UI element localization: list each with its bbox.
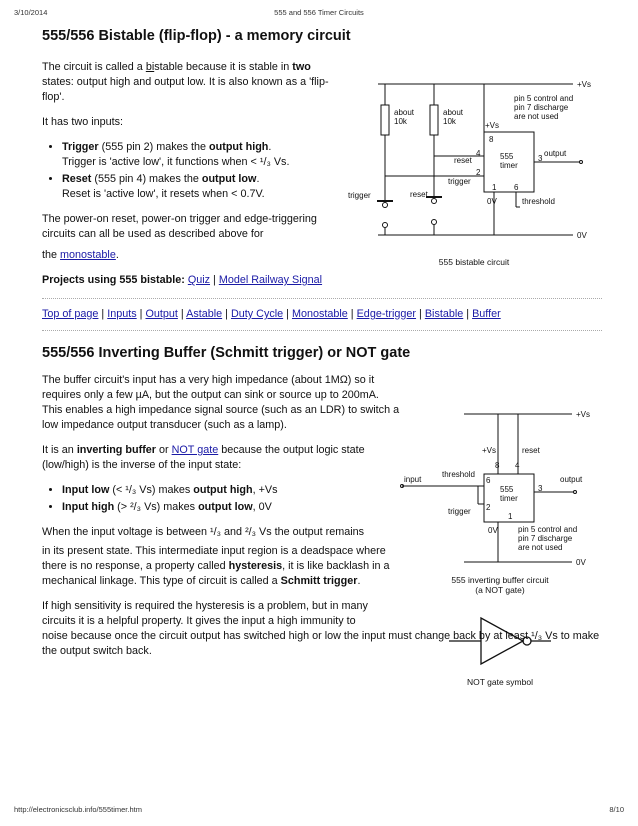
nav-separator: | (283, 308, 292, 320)
nav-separator: | (347, 308, 357, 320)
svg-text:8: 8 (495, 461, 500, 470)
nav-link-astable[interactable]: Astable (186, 308, 223, 320)
buffer-state-list (42, 483, 400, 515)
nav-separator: | (416, 308, 425, 320)
svg-text:6: 6 (514, 183, 519, 192)
svg-text:are not used: are not used (518, 543, 563, 552)
nav-link-duty-cycle[interactable]: Duty Cycle (230, 308, 284, 320)
bistable-input-list (42, 140, 342, 202)
print-header (14, 8, 624, 17)
nav-link-inputs[interactable]: Inputs (107, 308, 137, 320)
svg-text:threshold: threshold (442, 470, 475, 479)
svg-text:2: 2 (476, 168, 481, 177)
svg-text:+Vs: +Vs (577, 80, 592, 89)
svg-text:1: 1 (492, 183, 497, 192)
svg-text:timer: timer (500, 494, 518, 503)
not-gate-caption: NOT gate symbol (467, 677, 533, 687)
list-item: • Trigger (555 pin 2) makes the output high. Trigger is 'active low', it functions when < ¹/₃ Vs. (62, 140, 342, 170)
nav-separator: | (463, 308, 473, 320)
svg-text:+Vs: +Vs (485, 121, 500, 130)
buffer-figure-caption-2: (a NOT gate) (475, 585, 525, 595)
svg-text:10k: 10k (394, 117, 407, 126)
svg-text:input: input (404, 475, 422, 484)
svg-text:trigger: trigger (448, 177, 471, 186)
hysteresis-line-1: When the input voltage is between ¹/₃ and ²/₃ Vs the output remains (42, 526, 365, 538)
print-url: http://electronicsclub.info/555timer.htm (14, 805, 142, 814)
nav-link-output[interactable]: Output (145, 308, 178, 320)
svg-text:0V: 0V (487, 197, 497, 206)
print-page-number: 8/10 (609, 805, 624, 814)
svg-text:trigger: trigger (448, 507, 471, 516)
bistable-circuit-diagram (348, 70, 600, 252)
nav-link-edge-trigger[interactable]: Edge-trigger (356, 308, 417, 320)
svg-text:reset: reset (454, 156, 472, 165)
inputs-intro: It has two inputs: (42, 116, 124, 128)
poweron-text-2: the monostable. (42, 249, 119, 261)
poweron-text: The power-on reset, power-on trigger and edge-triggering circuits can all be used as described above for (42, 213, 317, 240)
list-item: • Input low (< ¹/₃ Vs) makes output high, +Vs (62, 483, 400, 498)
svg-text:pin 7 discharge: pin 7 discharge (518, 534, 573, 543)
svg-text:output: output (560, 475, 583, 484)
not-gate-link[interactable]: NOT gate (171, 444, 219, 456)
svg-text:pin 5 control and: pin 5 control and (514, 94, 574, 103)
quiz-link[interactable]: Quiz (187, 274, 211, 286)
not-gate-figure (445, 610, 555, 690)
section-title-buffer: 555/556 Inverting Buffer (Schmitt trigger) or NOT gate (42, 345, 411, 361)
svg-text:trigger: trigger (348, 191, 371, 200)
print-title: 555 and 556 Timer Circuits (274, 8, 364, 17)
svg-text:4: 4 (476, 149, 481, 158)
section-nav (42, 307, 602, 322)
svg-text:timer: timer (500, 161, 518, 170)
nav-link-monostable[interactable]: Monostable (291, 308, 348, 320)
svg-text:are not used: are not used (514, 112, 559, 121)
projects-line: Projects using 555 bistable: Quiz | Model Railway Signal (42, 274, 323, 286)
model-railway-signal-link[interactable]: Model Railway Signal (218, 274, 323, 286)
nav-separator: | (136, 308, 146, 320)
divider (42, 298, 602, 299)
svg-text:4: 4 (515, 461, 520, 470)
bistable-intro: The circuit is called a bistable because it is stable in two states: output high and output low. It is also known as a 'flip-flop'. (42, 61, 329, 103)
svg-text:10k: 10k (443, 117, 456, 126)
svg-text:reset: reset (410, 190, 428, 199)
nav-link-buffer[interactable]: Buffer (472, 308, 501, 320)
list-item: • Reset (555 pin 4) makes the output low. Reset is 'active low', it resets when < 0.7V. (62, 172, 342, 202)
divider (42, 330, 602, 331)
svg-text:+Vs: +Vs (482, 446, 497, 455)
buffer-inverting: It is an inverting buffer or NOT gate because the output logic state (low/high) is the inverse of the input state: (42, 444, 365, 471)
sensitivity-text-2: noise because once the circuit output has switched high or low the input must change back by at least ¹/₃ Vs to make the output switch back. (42, 630, 600, 657)
monostable-link[interactable]: monostable (60, 249, 116, 261)
nav-link-bistable[interactable]: Bistable (424, 308, 464, 320)
svg-text:output: output (544, 149, 567, 158)
svg-text:about: about (443, 108, 464, 117)
section-title-bistable: 555/556 Bistable (flip-flop) - a memory circuit (42, 28, 351, 44)
svg-text:0V: 0V (488, 526, 498, 535)
print-footer (14, 805, 624, 814)
svg-text:3: 3 (538, 484, 543, 493)
svg-text:2: 2 (486, 503, 491, 512)
svg-text:reset: reset (522, 446, 540, 455)
svg-text:0V: 0V (576, 558, 586, 567)
svg-text:3: 3 (538, 154, 543, 163)
buffer-figure-caption-1: 555 inverting buffer circuit (451, 575, 549, 585)
sensitivity-text: If high sensitivity is required the hysteresis is a problem, but in many circuits it is a helpful property. It gives the input a high immunity to (42, 600, 368, 627)
svg-text:555: 555 (500, 152, 514, 161)
buffer-circuit-diagram (400, 402, 600, 570)
svg-text:pin 5 control and: pin 5 control and (518, 525, 578, 534)
bistable-figure-caption: 555 bistable circuit (438, 257, 510, 267)
svg-text:8: 8 (489, 135, 494, 144)
nav-link-top-of-page[interactable]: Top of page (42, 308, 99, 320)
svg-text:about: about (394, 108, 415, 117)
svg-text:555: 555 (500, 485, 514, 494)
svg-text:6: 6 (486, 476, 491, 485)
not-gate-symbol-icon (445, 610, 555, 672)
svg-text:threshold: threshold (522, 197, 555, 206)
svg-text:0V: 0V (577, 231, 587, 240)
list-item: • Input high (> ²/₃ Vs) makes output low, 0V (62, 500, 400, 515)
nav-separator: | (222, 308, 231, 320)
buffer-intro: The buffer circuit's input has a very high impedance (about 1MΩ) so it requires only a few µA, but the output can sink or source up to 200mA. This enables a high impedance signal source (such as an LDR) to switch a low impedance output transducer (such as a lamp). (42, 374, 400, 431)
hysteresis-text: in its present state. This intermediate input region is a deadspace where there is no response, a property called hysteresis, it is like backlash in a mechanical linkage. This type of circuit is called a Schmitt trigger. (42, 545, 390, 587)
bistable-circuit-figure (348, 70, 600, 265)
nav-separator: | (98, 308, 108, 320)
svg-text:+Vs: +Vs (576, 410, 591, 419)
print-date: 3/10/2014 (14, 8, 48, 17)
buffer-circuit-figure (400, 402, 600, 602)
svg-text:pin 7 discharge: pin 7 discharge (514, 103, 569, 112)
nav-separator: | (177, 308, 187, 320)
svg-text:1: 1 (508, 512, 513, 521)
